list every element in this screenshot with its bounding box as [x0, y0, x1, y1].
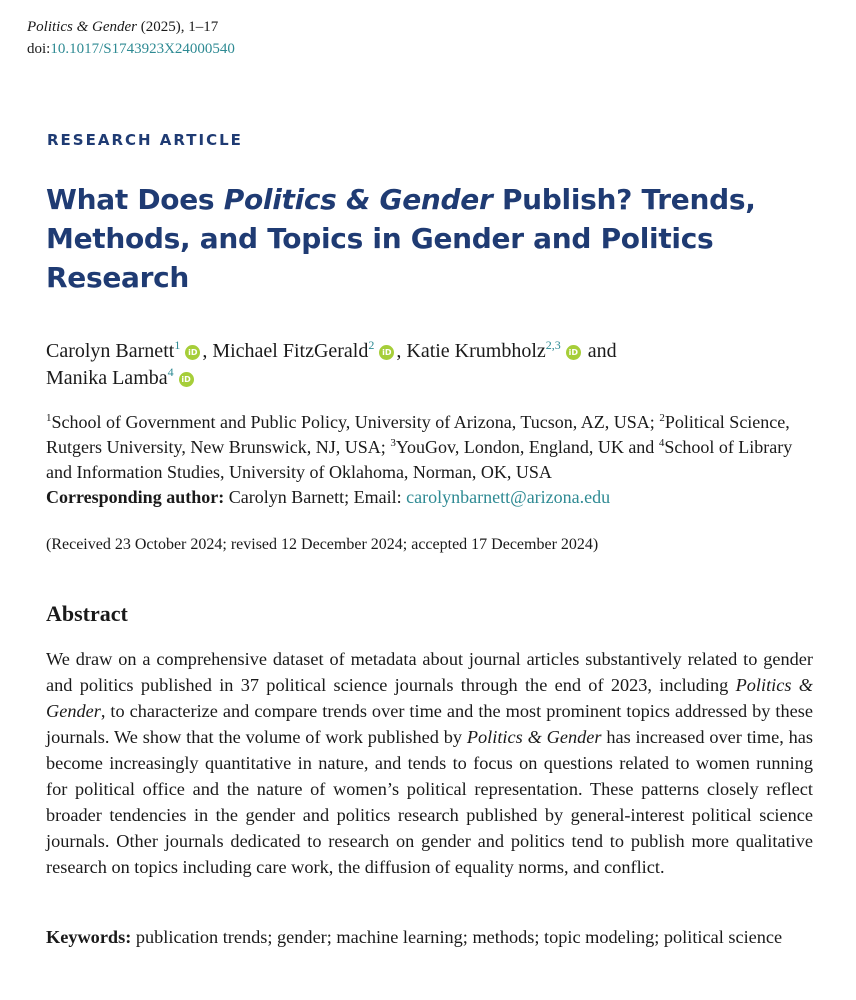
doi-prefix: doi:: [27, 41, 51, 57]
journal-header: [27, 16, 235, 60]
author-name[interactable]: Carolyn Barnett: [46, 340, 175, 362]
orcid-icon[interactable]: iD: [179, 372, 194, 387]
article-type-label: RESEARCH ARTICLE: [47, 131, 243, 149]
author-affil-sup: 1: [174, 338, 181, 352]
title-part-1: What Does: [46, 183, 224, 216]
abstract-part: , to characterize and compare trends over time and the most prominent topics addressed by these journals. We show that the volume of work published by: [46, 701, 813, 747]
affiliation: Political Science, Rutgers University, New Brunswick, NJ, USA;: [46, 412, 790, 457]
corresponding-label: Corresponding author:: [46, 487, 225, 507]
orcid-icon[interactable]: iD: [566, 345, 581, 360]
author-list: [46, 338, 816, 392]
affil-sup: 3: [390, 437, 396, 449]
journal-name: Politics & Gender: [27, 19, 137, 35]
affiliation: School of Government and Public Policy, University of Arizona, Tucson, AZ, USA;: [51, 412, 660, 432]
corresponding-text: Carolyn Barnett; Email:: [224, 487, 407, 507]
abstract-part: has increased over time, has become increasingly quantitative in nature, and tends to focus on questions related to women running for political office and the nature of women’s political representation. These patterns closely reflect broader tendencies in the gender and politics research published by general-interest political science journals. Other journals dedicated to research on gender and politics tend to publish more qualitative research on topics including care work, the diffusion of equality norms, and conflict.: [46, 727, 814, 877]
author-separator: ,: [396, 340, 407, 362]
orcid-icon[interactable]: iD: [185, 345, 200, 360]
author-affil-sup: 2: [368, 338, 375, 352]
keywords-text: publication trends; gender; machine learning; methods; topic modeling; political science: [131, 927, 783, 947]
author-name[interactable]: Katie Krumbholz: [406, 340, 546, 362]
author-affil-sup: 4: [167, 365, 174, 379]
author-separator: and: [582, 340, 617, 362]
doi-line: [27, 38, 235, 60]
author-separator: ,: [202, 340, 213, 362]
abstract-part: We draw on a comprehensive dataset of metadata about journal articles substantively related to gender and politics published in 37 political science journals through the end of 2023, including: [46, 649, 813, 695]
author-name[interactable]: Michael FitzGerald: [212, 340, 369, 362]
abstract-italic: Politics & Gender: [466, 727, 602, 747]
title-part-2: Publish? Trends, Methods, and Topics in Gender and Politics Research: [46, 183, 756, 294]
affil-sup: 1: [46, 412, 52, 424]
email-link[interactable]: carolynbarnett@arizona.edu: [406, 487, 611, 507]
author-affil-sup: 2,3: [545, 338, 561, 352]
affiliation: School of Library and Information Studies, University of Oklahoma, Norman, OK, USA: [46, 437, 793, 482]
received-dates: (Received 23 October 2024; revised 12 December 2024; accepted 17 December 2024): [46, 536, 599, 553]
orcid-icon[interactable]: iD: [379, 345, 394, 360]
abstract-italic: Politics & Gender: [46, 675, 813, 721]
doi-link[interactable]: 10.1017/S1743923X24000540: [50, 41, 235, 57]
article-title: [46, 180, 816, 297]
year-pages: (2025), 1–17: [136, 19, 219, 35]
author-name[interactable]: Manika Lamba: [46, 367, 168, 389]
abstract-heading: Abstract: [46, 601, 128, 626]
citation-line: [27, 16, 235, 38]
keywords-label: Keywords:: [46, 927, 132, 947]
affil-sup: 2: [659, 412, 665, 424]
affil-sup: 4: [658, 437, 665, 449]
title-journal-italic: Politics & Gender: [223, 183, 493, 216]
affiliations: [46, 410, 816, 510]
abstract-text: [46, 646, 813, 880]
affiliation: YouGov, London, England, UK and: [395, 437, 659, 457]
keywords: [46, 924, 813, 950]
